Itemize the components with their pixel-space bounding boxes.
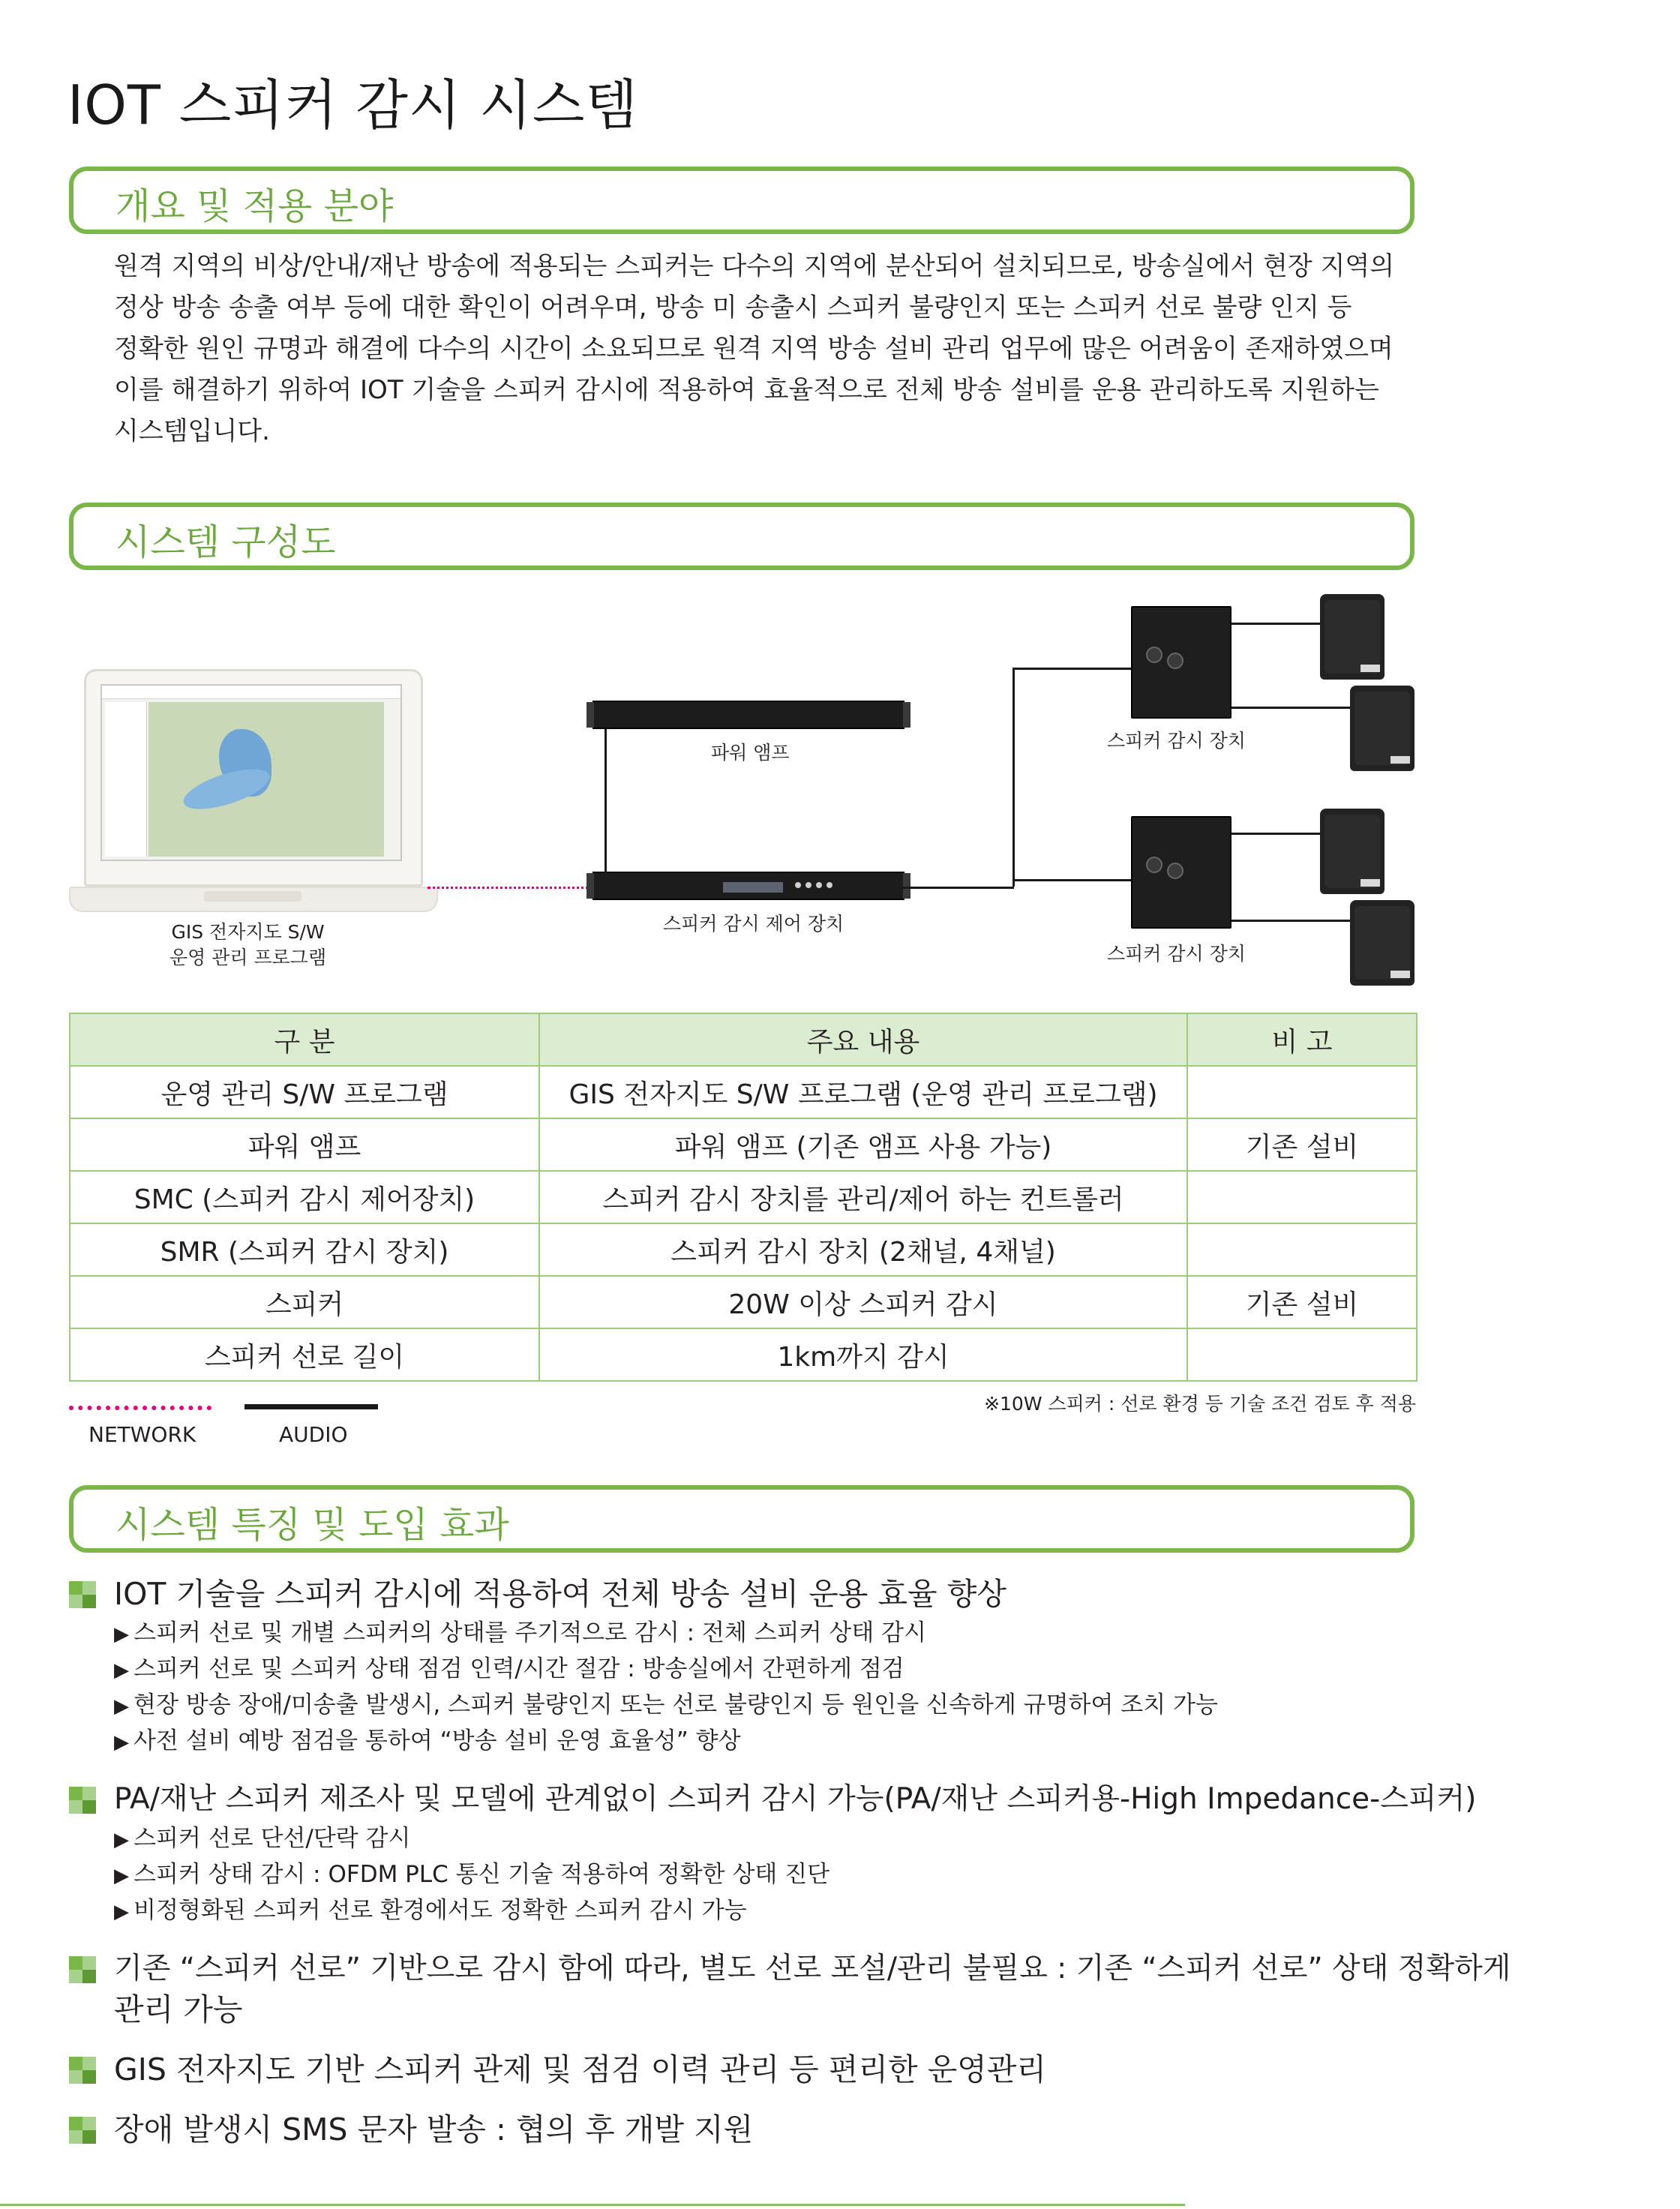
feature-item <box>69 1779 1477 1929</box>
audio-wire <box>903 887 1014 889</box>
rack-ear <box>586 873 594 899</box>
smc-button <box>795 882 801 888</box>
audio-wire <box>1232 833 1322 835</box>
feature-title: GIS 전자지도 기반 스피커 관제 및 점검 이력 관리 등 편리한 운영관리 <box>114 2051 1047 2087</box>
feature-sub-item <box>114 1821 1434 1857</box>
connector-icon <box>1167 863 1184 879</box>
laptop-image <box>69 669 429 917</box>
triangle-bullet-icon: ▶ <box>114 1901 129 1923</box>
table-row <box>70 1066 1417 1118</box>
table-cell: 스피커 선로 길이 <box>70 1328 539 1381</box>
table-cell <box>1187 1328 1417 1381</box>
table-cell: 스피커 감시 장치를 관리/제어 하는 컨트롤러 <box>539 1171 1187 1223</box>
rack-ear <box>586 702 594 728</box>
feature-sub-item <box>114 1688 1434 1724</box>
table-cell <box>1187 1066 1417 1118</box>
feature-sub-text: 스피커 선로 및 개별 스피커의 상태를 주기적으로 감시 : 전체 스피커 상태 감시 <box>134 1619 927 1646</box>
feature-item <box>69 1574 1434 1760</box>
smc-label: 스피커 감시 제어 장치 <box>663 913 844 935</box>
spec-table <box>69 1013 1418 1382</box>
triangle-bullet-icon: ▶ <box>114 1731 129 1754</box>
table-row <box>70 1328 1417 1381</box>
feature-sub-text: 비정형화된 스피커 선로 환경에서도 정확한 스피커 감시 가능 <box>134 1897 747 1924</box>
laptop-label <box>170 920 326 971</box>
square-bullet-icon <box>69 2057 96 2084</box>
table-cell: GIS 전자지도 S/W 프로그램 (운영 관리 프로그램) <box>539 1066 1187 1118</box>
speaker-monitor-device <box>1131 606 1232 719</box>
rack-ear <box>903 702 910 728</box>
section-title-diagram: 시스템 구성도 <box>116 521 336 563</box>
section-title-features: 시스템 특징 및 도입 효과 <box>116 1504 509 1546</box>
connector-icon <box>1146 857 1162 873</box>
audio-wire <box>1232 623 1322 625</box>
feature-sub-item <box>114 1893 1434 1929</box>
speaker-icon <box>1350 686 1414 771</box>
audio-wire <box>1232 707 1352 709</box>
feature-item <box>69 1949 1511 2030</box>
laptop-touchpad <box>204 891 302 902</box>
triangle-bullet-icon: ▶ <box>114 1865 129 1887</box>
table-cell: 운영 관리 S/W 프로그램 <box>70 1066 539 1118</box>
feature-sub-text: 스피커 상태 감시 : OFDM PLC 통신 기술 적용하여 정확한 상태 진단 <box>134 1861 830 1888</box>
feature-title-cont: 관리 가능 <box>114 1991 243 2027</box>
table-cell: 스피커 감시 장치 (2채널, 4채널) <box>539 1223 1187 1276</box>
feature-title: PA/재난 스피커 제조사 및 모델에 관계없이 스피커 감시 가능(PA/재난 스피커용-High Impedance-스피커) <box>114 1782 1477 1816</box>
audio-wire <box>1012 668 1132 670</box>
table-cell: 파워 앰프 <box>70 1118 539 1171</box>
feature-sub-text: 스피커 선로 단선/단락 감시 <box>134 1825 411 1852</box>
monitor-label: 스피커 감시 장치 <box>1107 730 1246 752</box>
table-cell <box>1187 1171 1417 1223</box>
audio-wire <box>1012 668 1015 887</box>
feature-title: IOT 기술을 스피커 감시에 적용하여 전체 방송 설비 운용 효율 향상 <box>114 1576 1006 1612</box>
laptop-label-line2: 운영 관리 프로그램 <box>170 947 327 968</box>
triangle-bullet-icon: ▶ <box>114 1659 129 1682</box>
speaker-logo <box>1390 756 1410 764</box>
speaker-logo <box>1390 971 1410 978</box>
feature-sub-item <box>114 1652 1434 1688</box>
smc-button <box>826 882 832 888</box>
amp-label: 파워 앰프 <box>711 742 790 764</box>
system-diagram <box>0 585 1680 1005</box>
speaker-grill <box>1324 600 1380 674</box>
speaker-icon <box>1320 809 1384 894</box>
bottom-rule <box>0 2204 1185 2206</box>
speaker-icon <box>1320 594 1384 680</box>
table-cell: 1km까지 감시 <box>539 1328 1187 1381</box>
smc-device <box>592 872 904 900</box>
table-cell: 기존 설비 <box>1187 1118 1417 1171</box>
table-header-cell: 비 고 <box>1187 1013 1417 1066</box>
table-header-row <box>70 1013 1417 1066</box>
section-header-features <box>69 1485 1414 1553</box>
table-cell: 스피커 <box>70 1276 539 1328</box>
square-bullet-icon <box>69 2117 96 2144</box>
smc-button <box>816 882 822 888</box>
smc-button <box>806 882 812 888</box>
table-cell <box>1187 1223 1417 1276</box>
table-header-cell: 주요 내용 <box>539 1013 1187 1066</box>
feature-sub-item <box>114 1857 1434 1893</box>
gis-map <box>148 702 384 857</box>
table-note: ※10W 스피커 : 선로 환경 등 기술 조건 검토 후 적용 <box>984 1393 1416 1415</box>
triangle-bullet-icon: ▶ <box>114 1623 129 1646</box>
square-bullet-icon <box>69 1956 96 1983</box>
feature-sub-text: 사전 설비 예방 점검을 통하여 “방송 설비 운영 효율성” 향상 <box>134 1727 741 1754</box>
overview-line: 시스템입니다. <box>114 416 270 446</box>
audio-wire <box>1232 920 1352 922</box>
speaker-grill <box>1324 815 1380 888</box>
audio-wire <box>604 729 607 873</box>
overview-line: 정상 방송 송출 여부 등에 대한 확인이 어려우며, 방송 미 송출시 스피커 불량인지 또는 스피커 선로 불량 인지 등 <box>114 293 1352 323</box>
power-amp-device <box>592 701 904 729</box>
table-cell: 파워 앰프 (기존 앰프 사용 가능) <box>539 1118 1187 1171</box>
gis-topbar <box>102 686 400 699</box>
feature-item <box>69 2109 1434 2150</box>
speaker-monitor-device <box>1131 816 1232 929</box>
table-row <box>70 1171 1417 1223</box>
table-cell: 20W 이상 스피커 감시 <box>539 1276 1187 1328</box>
table-cell: SMR (스피커 감시 장치) <box>70 1223 539 1276</box>
triangle-bullet-icon: ▶ <box>114 1695 129 1718</box>
feature-item <box>69 2049 1434 2090</box>
laptop-label-line1: GIS 전자지도 S/W <box>171 921 325 943</box>
rack-ear <box>903 873 910 899</box>
table-header-cell: 구 분 <box>70 1013 539 1066</box>
speaker-logo <box>1360 665 1380 672</box>
table-cell: SMC (스피커 감시 제어장치) <box>70 1171 539 1223</box>
square-bullet-icon <box>69 1787 96 1814</box>
feature-sub-item <box>114 1724 1434 1760</box>
page-title: IOT 스피커 감시 시스템 <box>68 74 638 137</box>
table-row <box>70 1276 1417 1328</box>
overview-line: 이를 해결하기 위하여 IOT 기술을 스피커 감시에 적용하여 효율적으로 전체 방송 설비를 운용 관리하도록 지원하는 <box>114 375 1379 405</box>
audio-wire <box>1012 879 1132 881</box>
monitor-label: 스피커 감시 장치 <box>1107 943 1246 965</box>
feature-sub-item <box>114 1616 1434 1652</box>
table-row <box>70 1118 1417 1171</box>
overview-line: 정확한 원인 규명과 해결에 다수의 시간이 소요되므로 원격 지역 방송 설비 관리 업무에 많은 어려움이 존재하였으며 <box>114 334 1394 364</box>
feature-title: 기존 “스피커 선로” 기반으로 감시 함에 따라, 별도 선로 포설/관리 불필요 : 기존 “스피커 선로” 상태 정확하게 <box>114 1952 1511 1985</box>
connector-icon <box>1167 653 1184 669</box>
section-title-overview: 개요 및 적용 분야 <box>116 185 394 227</box>
speaker-grill <box>1354 692 1410 765</box>
square-bullet-icon <box>69 1581 96 1608</box>
table-row <box>70 1223 1417 1276</box>
legend-audio-line <box>244 1404 378 1409</box>
section-header-overview <box>69 167 1414 234</box>
table-cell: 기존 설비 <box>1187 1276 1417 1328</box>
overview-line: 원격 지역의 비상/안내/재난 방송에 적용되는 스피커는 다수의 지역에 분산되어 설치되므로, 방송실에서 현장 지역의 <box>114 251 1395 281</box>
feature-sub-text: 현장 방송 장애/미송출 발생시, 스피커 불량인지 또는 선로 불량인지 등 원인을 신속하게 규명하여 조치 가능 <box>134 1691 1218 1718</box>
triangle-bullet-icon: ▶ <box>114 1829 129 1851</box>
overview-text <box>114 246 1395 452</box>
section-header-diagram <box>69 503 1414 570</box>
gis-side-panel <box>105 702 147 857</box>
feature-sub-text: 스피커 선로 및 스피커 상태 점검 인력/시간 절감 : 방송실에서 간편하게 점검 <box>134 1655 904 1682</box>
legend-network-line <box>69 1406 212 1410</box>
legend-audio-label: AUDIO <box>279 1422 348 1447</box>
feature-title: 장애 발생시 SMS 문자 발송 : 협의 후 개발 지원 <box>114 2111 754 2147</box>
feature-list <box>69 1574 1511 2169</box>
network-line <box>428 887 594 889</box>
speaker-logo <box>1360 879 1380 887</box>
connector-icon <box>1146 647 1162 663</box>
speaker-grill <box>1354 906 1410 980</box>
smc-display <box>723 882 783 893</box>
speaker-icon <box>1350 900 1414 986</box>
legend-network-label: NETWORK <box>88 1422 196 1447</box>
